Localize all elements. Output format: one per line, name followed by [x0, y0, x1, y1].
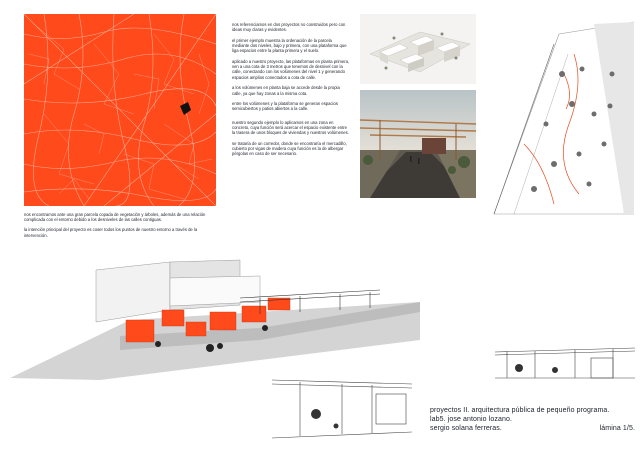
credits-block [430, 406, 635, 433]
corridor-render [360, 90, 476, 198]
course-title: proyectos II. arquitectura pública de pequeño programa. [430, 407, 610, 414]
street-network [24, 14, 216, 206]
site-map [24, 14, 216, 206]
reference-model-render [360, 14, 476, 84]
section-drawing [495, 338, 635, 386]
intent-paragraph: la intención principal del proyecto es coser todos los puntos de nuestro entorno a través de la intervención. [24, 227, 198, 238]
paragraph: entre los volúmenes y la plataforma se generan espacios semicubiertos y patios abiertos a la calle. [232, 101, 338, 112]
project-description [232, 22, 350, 162]
paragraph: a los volúmenes en planta baja se accede desde la propia calle, ya que hay zonas a la misma cota. [232, 85, 340, 96]
paragraph: el primer ejemplo muestra la ordenación de la parcela mediante dos niveles, bajo y primera, con una plataforma que liga espacios entre la planta primera y el suelo. [232, 37, 347, 54]
paragraph: nos referenciamos en dos proyectos no construidos pero con ideas muy claras y evidentes. [232, 22, 346, 33]
lab-name: lab5. jose antonio lozano. [430, 416, 512, 423]
site-description [24, 212, 218, 238]
author-name: sergio solana ferreras. [430, 425, 502, 432]
site-plan [484, 14, 634, 224]
sheet-number: lámina 1/5. [599, 425, 635, 432]
paragraph: nuestro segundo ejemplo lo aplicamos en una zona en concreto, cuya función será acercar el espacio existente entre la trasera de unos bloques de viviendas y nuestros volúmenes. [232, 119, 349, 136]
intro-paragraph: nos encontramos ante una gran parcela copada de vegetación y árboles, además de una relación complicada con el entorno debido a los desniveles de las calles contiguas. [24, 212, 206, 223]
axonometric-drawing [10, 250, 420, 380]
paragraph: se trataría de un corredor, donde se encontraría el mercadillo, cubierto por vigas de madera cuya función es la de albergar pérgolas en caso de ser necesario. [232, 140, 347, 157]
author-row [430, 424, 635, 433]
perspective-sketch [272, 372, 412, 446]
paragraph: aplicado a nuestro proyecto, las plataformas en planta primera, ven a una cota de 3 metros que tenemos de desnivel con la calle, conectando con los volúmenes del nivel 1 y generando espacios amplios conectados a cota de calle. [232, 59, 350, 80]
